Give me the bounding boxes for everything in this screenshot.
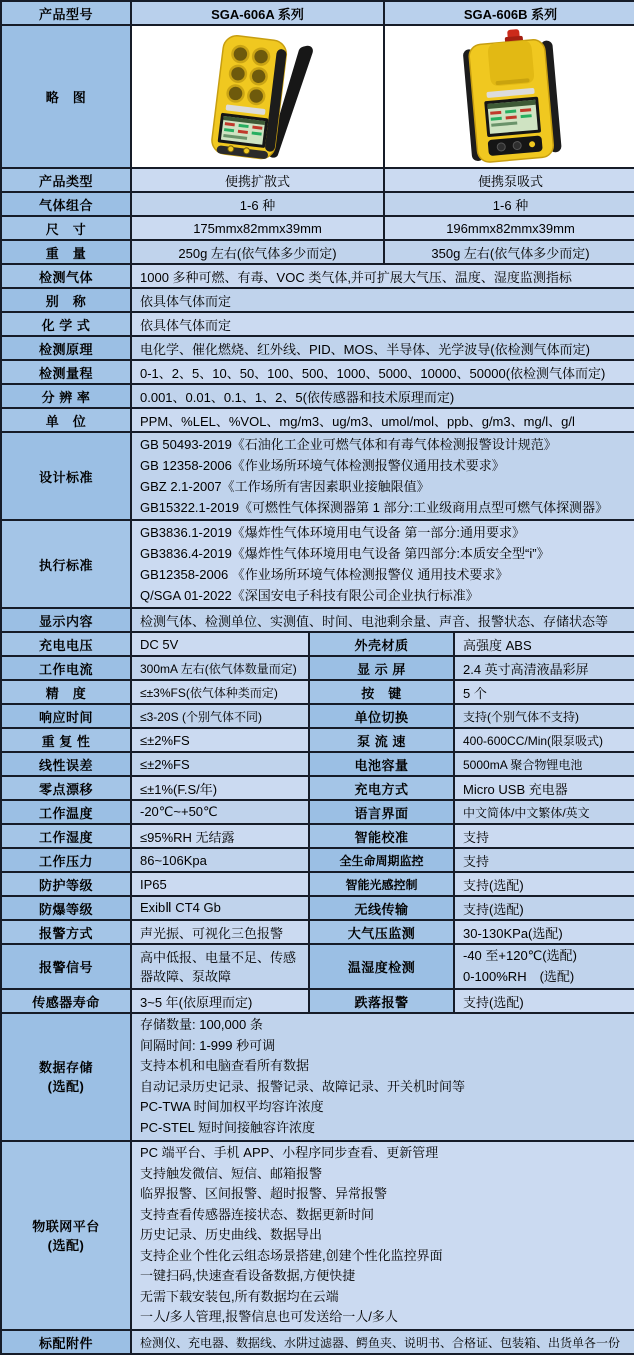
sensor-life-row [2,990,632,1014]
response-time-row [2,705,632,729]
gas-detector-b-illustration [385,28,634,165]
header-series-a: SGA-606A 系列 [132,2,385,24]
resolution-label: 分 辨 率 [2,385,132,407]
zero-drift-value: ≤±1%(F.S/年) [132,777,310,799]
alarm-method-row [2,921,632,945]
display-content-row [2,609,632,633]
product-type-label: 产品类型 [2,169,132,191]
weight-row [2,241,632,265]
buttons-label: 按 键 [310,681,455,703]
working-current-row [2,657,632,681]
weight-b: 350g 左右(依气体多少而定) [385,241,634,263]
repeatability-value: ≤±2%FS [132,729,310,751]
data-storage-lines [132,1014,634,1140]
smart-calibration-value: 支持 [455,825,634,847]
design-standard-line: GB 12358-2006《作业场所环境气体检测报警仪通用技术要求》 [140,458,505,473]
explosion-proof-row [2,897,632,921]
drop-alarm-value: 支持(选配) [455,990,634,1012]
iot-platform-label-note: (选配) [47,1237,85,1253]
display-content-label: 显示内容 [2,609,132,631]
pump-flow-label: 泵 流 速 [310,729,455,751]
humidity-detection-line: 0-100%RH (选配) [463,968,575,984]
charge-voltage-row [2,633,632,657]
chemical-formula-value: 依具体气体而定 [132,313,634,335]
product-type-row [2,169,632,193]
linearity-error-value: ≤±2%FS [132,753,310,775]
data-storage-label-note: (选配) [47,1079,85,1094]
detected-gas-row [2,265,632,289]
iot-line: 历史记录、历史曲线、数据导出 [140,1227,323,1242]
pump-flow-value: 400-600CC/Min(限泵吸式) [455,729,634,751]
explosion-proof-label: 防爆等级 [2,897,132,919]
execution-standard-label: 执行标准 [2,521,132,607]
chemical-formula-row [2,313,632,337]
explosion-proof-value: ExibⅡ CT4 Gb [132,897,310,919]
iot-line: 支持触发微信、短信、邮箱报警 [140,1165,323,1181]
working-pressure-value: 86~106Kpa [132,849,310,871]
design-standard-row [2,433,632,521]
sketch-row [2,26,632,169]
header-row [2,2,632,26]
weight-label: 重 量 [2,241,132,263]
wireless-transmission-value: 支持(选配) [455,897,634,919]
atmospheric-pressure-monitor-value: 30-130KPa(选配) [455,921,634,943]
zero-drift-row [2,777,632,801]
product-type-a: 便携扩散式 [132,169,385,191]
sensor-life-value: 3~5 年(依原理而定) [132,990,310,1012]
detection-principle-label: 检测原理 [2,337,132,359]
temp-humidity-detection-label: 温湿度检测 [310,945,455,988]
data-storage-line: 支持本机和电脑查看所有数据 [140,1058,310,1073]
iot-platform-row [2,1142,632,1331]
design-standard-line: GBZ 2.1-2007《工作场所有害因素职业接触限值》 [140,479,430,494]
lifecycle-monitor-label: 全生命周期监控 [310,849,455,871]
lifecycle-monitor-value: 支持 [455,849,634,871]
design-standard-label: 设计标准 [2,433,132,519]
detection-principle-row [2,337,632,361]
execution-standard-line: Q/SGA 01-2022《深国安电子科技有限公司企业执行标准》 [140,588,479,603]
buttons-value: 5 个 [455,681,634,703]
charge-voltage-value: DC 5V [132,633,310,655]
working-current-label: 工作电流 [2,657,132,679]
header-series-b: SGA-606B 系列 [385,2,634,24]
iot-line: 临界报警、区间报警、超时报警、异常报警 [140,1186,388,1201]
iot-line: PC 端平台、手机 APP、小程序同步查看、更新管理 [140,1145,439,1160]
header-product-model-label: 产品型号 [2,2,132,24]
response-time-label: 响应时间 [2,705,132,727]
design-standard-lines [132,433,634,519]
working-humidity-value: ≤95%RH 无结露 [132,825,310,847]
execution-standard-line: GB3836.1-2019《爆炸性气体环境用电气设备 第一部分:通用要求》 [140,525,526,540]
iot-line: 一键扫码,快速查看设备数据,方便快捷 [140,1268,356,1283]
iot-line: 一人/多人管理,报警信息也可发送给一人/多人 [140,1309,398,1324]
data-storage-line: 存储数量: 100,000 条 [140,1017,263,1032]
battery-capacity-value: 5000mA 聚合物锂电池 [455,753,634,775]
working-temperature-value: -20℃~+50℃ [132,801,310,823]
display-screen-value: 2.4 英寸高清液晶彩屏 [455,657,634,679]
dimensions-a: 175mmx82mmx39mm [132,217,385,239]
temp-detection-line: -40 至+120℃(选配) [463,948,577,963]
device-image-sga606a [132,26,385,167]
working-pressure-row [2,849,632,873]
data-storage-label-text: 数据存储 [38,1060,93,1075]
execution-standard-line: GB12358-2006 《作业场所环境气体检测报警仪 通用技术要求》 [140,567,509,582]
language-label: 语言界面 [310,801,455,823]
detected-gas-value: 1000 多种可燃、有毒、VOC 类气体,并可扩展大气压、温度、湿度监测指标 [132,265,634,287]
sensor-life-label: 传感器寿命 [2,990,132,1012]
data-storage-label [2,1014,132,1140]
gas-detector-a-illustration [132,28,383,165]
wireless-transmission-label: 无线传输 [310,897,455,919]
shell-material-label: 外壳材质 [310,633,455,655]
data-storage-row [2,1014,632,1142]
dimensions-label: 尺 寸 [2,217,132,239]
detected-gas-label: 检测气体 [2,265,132,287]
unit-row [2,409,632,433]
alarm-signal-row [2,945,632,990]
detection-range-value: 0-1、2、5、10、50、100、500、1000、5000、10000、50000(依检测气体而定) [132,361,634,383]
iot-line: 无需下载安装包,所有数据均在云端 [140,1288,339,1304]
charge-voltage-label: 充电电压 [2,633,132,655]
display-screen-label: 显 示 屏 [310,657,455,679]
resolution-row [2,385,632,409]
atmospheric-pressure-monitor-label: 大气压监测 [310,921,455,943]
light-sensor-control-label: 智能光感控制 [310,873,455,895]
alarm-method-label: 报警方式 [2,921,132,943]
response-time-value: ≤3-20S (个别气体不同) [132,705,310,727]
alias-value: 依具体气体而定 [132,289,634,311]
data-storage-line: 自动记录历史记录、报警记录、故障记录、开关机时间等 [140,1078,466,1094]
display-content-value: 检测气体、检测单位、实测值、时间、电池剩余量、声音、报警状态、存储状态等 [132,609,634,631]
linearity-error-row [2,753,632,777]
execution-standard-row [2,521,632,609]
working-humidity-row [2,825,632,849]
iot-platform-label [2,1142,132,1329]
alias-row [2,289,632,313]
detection-principle-value: 电化学、催化燃烧、红外线、PID、MOS、半导体、光学波导(依检测气体而定) [132,337,634,359]
accessories-row [2,1331,632,1353]
unit-switch-value: 支持(个别气体不支持) [455,705,634,727]
language-value: 中文简体/中文繁体/英文 [455,801,634,823]
repeatability-label: 重 复 性 [2,729,132,751]
accessories-label: 标配附件 [2,1331,132,1353]
gas-combination-label: 气体组合 [2,193,132,215]
drop-alarm-label: 跌落报警 [310,990,455,1012]
detection-range-label: 检测量程 [2,361,132,383]
protection-rating-value: IP65 [132,873,310,895]
weight-a: 250g 左右(依气体多少而定) [132,241,385,263]
chemical-formula-label: 化 学 式 [2,313,132,335]
alias-label: 别 称 [2,289,132,311]
product-type-b: 便携泵吸式 [385,169,634,191]
working-humidity-label: 工作湿度 [2,825,132,847]
iot-platform-lines [132,1142,634,1329]
gas-combination-a: 1-6 种 [132,193,385,215]
sketch-label: 略 图 [2,26,132,167]
dimensions-row [2,217,632,241]
execution-standard-lines [132,521,634,607]
accuracy-row [2,681,632,705]
iot-line: 支持查看传感器连接状态、数据更新时间 [140,1206,375,1222]
gas-combination-b: 1-6 种 [385,193,634,215]
repeatability-row [2,729,632,753]
data-storage-line: PC-STEL 短时间接触容许浓度 [140,1119,316,1135]
accuracy-label: 精 度 [2,681,132,703]
light-sensor-control-value: 支持(选配) [455,873,634,895]
unit-value: PPM、%LEL、%VOL、mg/m3、ug/m3、umol/mol、ppb、g/m3、mg/l、g/l [132,409,634,431]
working-temperature-row [2,801,632,825]
battery-capacity-label: 电池容量 [310,753,455,775]
iot-platform-label-text: 物联网平台 [32,1218,100,1234]
temp-humidity-detection-value [455,945,634,988]
alarm-signal-value: 高中低报、电量不足、传感器故障、泵故障 [132,945,310,988]
gas-combination-row [2,193,632,217]
design-standard-line: GB15322.1-2019《可燃性气体探测器第 1 部分:工业级商用点型可燃气体探测器》 [140,500,609,515]
dimensions-b: 196mmx82mmx39mm [385,217,634,239]
accuracy-value: ≤±3%FS(依气体种类而定) [132,681,310,703]
unit-label: 单 位 [2,409,132,431]
detection-range-row [2,361,632,385]
alarm-method-value: 声光振、可视化三色报警 [132,921,310,943]
charging-method-value: Micro USB 充电器 [455,777,634,799]
smart-calibration-label: 智能校准 [310,825,455,847]
design-standard-line: GB 50493-2019《石油化工企业可燃气体和有毒气体检测报警设计规范》 [140,437,557,452]
charging-method-label: 充电方式 [310,777,455,799]
data-storage-line: PC-TWA 时间加权平均容许浓度 [140,1099,324,1114]
iot-line: 支持企业个性化云组态场景搭建,创建个性化监控界面 [140,1247,443,1263]
protection-rating-row [2,873,632,897]
linearity-error-label: 线性误差 [2,753,132,775]
shell-material-value: 高强度 ABS [455,633,634,655]
protection-rating-label: 防护等级 [2,873,132,895]
working-temperature-label: 工作温度 [2,801,132,823]
accessories-value: 检测仪、充电器、数据线、水阱过滤器、鳄鱼夹、说明书、合格证、包装箱、出货单各一份 [132,1331,634,1353]
working-pressure-label: 工作压力 [2,849,132,871]
data-storage-line: 间隔时间: 1-999 秒可调 [140,1037,276,1053]
resolution-value: 0.001、0.01、0.1、1、2、5(依传感器和技术原理而定) [132,385,634,407]
device-image-sga606b [385,26,634,167]
working-current-value: 300mA 左右(依气体数量而定) [132,657,310,679]
execution-standard-line: GB3836.4-2019《爆炸性气体环境用电气设备 第四部分:本质安全型“i”》 [140,546,550,561]
alarm-signal-label: 报警信号 [2,945,132,988]
zero-drift-label: 零点漂移 [2,777,132,799]
unit-switch-label: 单位切换 [310,705,455,727]
